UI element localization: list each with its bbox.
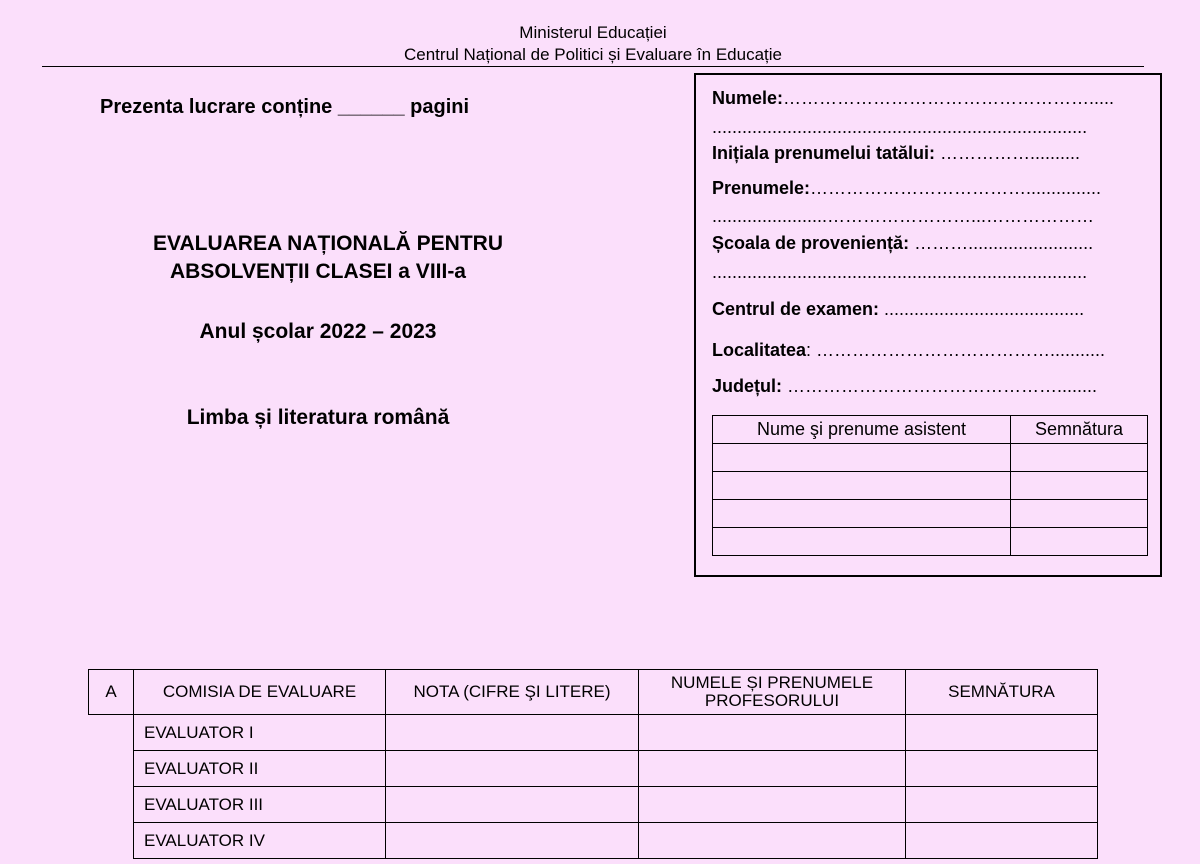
field-dots: ……….........................: [909, 233, 1094, 253]
field-dots: ...........................................................................: [712, 117, 1088, 137]
grade-cell[interactable]: [386, 823, 639, 859]
table-row: [89, 715, 1098, 751]
table-row: [713, 444, 1148, 472]
evaluator-label: EVALUATOR II: [134, 751, 386, 787]
col-header-signature: SEMNĂTURA: [906, 670, 1098, 715]
table-row: [89, 787, 1098, 823]
teacher-name-cell[interactable]: [639, 823, 906, 859]
field-label: Centrul de examen:: [712, 299, 880, 319]
col-header-assistant: Nume şi prenume asistent: [713, 416, 1011, 444]
field-numele-cont[interactable]: [712, 116, 1152, 138]
assistant-name-cell[interactable]: [713, 444, 1011, 472]
field-label: Școala de proveniență:: [712, 233, 910, 253]
col-header-commission: COMISIA DE EVALUARE: [134, 670, 386, 715]
assistant-name-cell[interactable]: [713, 528, 1011, 556]
table-header-row: [89, 670, 1098, 715]
exam-title-line1: EVALUAREA NAȚIONALĂ PENTRU: [153, 232, 503, 255]
signature-cell[interactable]: [906, 823, 1098, 859]
school-year: Anul școlar 2022 – 2023: [199, 320, 437, 343]
field-scoala-cont[interactable]: [712, 261, 1152, 283]
field-prenumele-cont[interactable]: [712, 205, 1152, 227]
field-centru[interactable]: [712, 298, 1152, 320]
table-row: [89, 751, 1098, 787]
table-row: [713, 528, 1148, 556]
evaluator-label: EVALUATOR III: [134, 787, 386, 823]
assistant-table: [712, 415, 1148, 556]
field-dots: .......................……………………...………………: [712, 206, 1095, 226]
field-dots: ……………..........: [935, 143, 1081, 163]
field-judetul[interactable]: [712, 375, 1152, 397]
ministry-name: Ministerul Educației: [519, 23, 667, 42]
field-label: Județul:: [712, 376, 782, 396]
field-dots: …………………………………………….....: [783, 88, 1115, 108]
field-dots: ………………………………...............: [810, 178, 1102, 198]
signature-cell[interactable]: [906, 715, 1098, 751]
col-header-a: A: [89, 670, 134, 715]
assistant-signature-cell[interactable]: [1011, 472, 1148, 500]
col-header-teacher-name: NUMELE ȘI PRENUMELE PROFESORULUI: [639, 670, 906, 715]
teacher-name-cell[interactable]: [639, 751, 906, 787]
field-prenumele[interactable]: [712, 177, 1152, 199]
grade-cell[interactable]: [386, 787, 639, 823]
signature-cell[interactable]: [906, 787, 1098, 823]
field-initiala[interactable]: [712, 142, 1152, 164]
field-dots: : …………………………………...........: [806, 340, 1106, 360]
teacher-name-cell[interactable]: [639, 715, 906, 751]
field-numele[interactable]: [712, 87, 1152, 109]
field-dots: ………………………………………........: [782, 376, 1098, 396]
teacher-name-cell[interactable]: [639, 787, 906, 823]
col-header-grade: NOTA (CIFRE ŞI LITERE): [386, 670, 639, 715]
col-header-signature: Semnătura: [1011, 416, 1148, 444]
table-row: [713, 500, 1148, 528]
grade-cell[interactable]: [386, 751, 639, 787]
field-label: Prenumele:: [712, 178, 811, 198]
field-localitatea[interactable]: [712, 339, 1152, 361]
grade-cell[interactable]: [386, 715, 639, 751]
assistant-signature-cell[interactable]: [1011, 528, 1148, 556]
table-header-row: [713, 416, 1148, 444]
assistant-signature-cell[interactable]: [1011, 500, 1148, 528]
field-label: Localitatea: [712, 340, 807, 360]
field-label: Numele:: [712, 88, 784, 108]
evaluation-table: [88, 669, 1098, 859]
center-name: Centrul Național de Politici și Evaluare în Educație: [404, 45, 782, 64]
field-label: Inițiala prenumelui tatălui:: [712, 143, 936, 163]
candidate-id-box: [694, 73, 1162, 577]
field-scoala[interactable]: [712, 232, 1152, 254]
header-divider: [42, 66, 1144, 67]
subject-name: Limba și literatura română: [186, 406, 450, 429]
assistant-name-cell[interactable]: [713, 500, 1011, 528]
assistant-signature-cell[interactable]: [1011, 444, 1148, 472]
signature-cell[interactable]: [906, 751, 1098, 787]
table-row: [713, 472, 1148, 500]
evaluator-label: EVALUATOR IV: [134, 823, 386, 859]
evaluator-label: EVALUATOR I: [134, 715, 386, 751]
table-row: [89, 823, 1098, 859]
field-dots: ...........................................................................: [712, 262, 1088, 282]
assistant-name-cell[interactable]: [713, 472, 1011, 500]
pages-count-line: Prezenta lucrare conține ______ pagini: [100, 96, 470, 118]
field-dots: ........................................: [879, 299, 1085, 319]
exam-title-line2: ABSOLVENȚII CLASEI a VIII-a: [170, 260, 466, 283]
